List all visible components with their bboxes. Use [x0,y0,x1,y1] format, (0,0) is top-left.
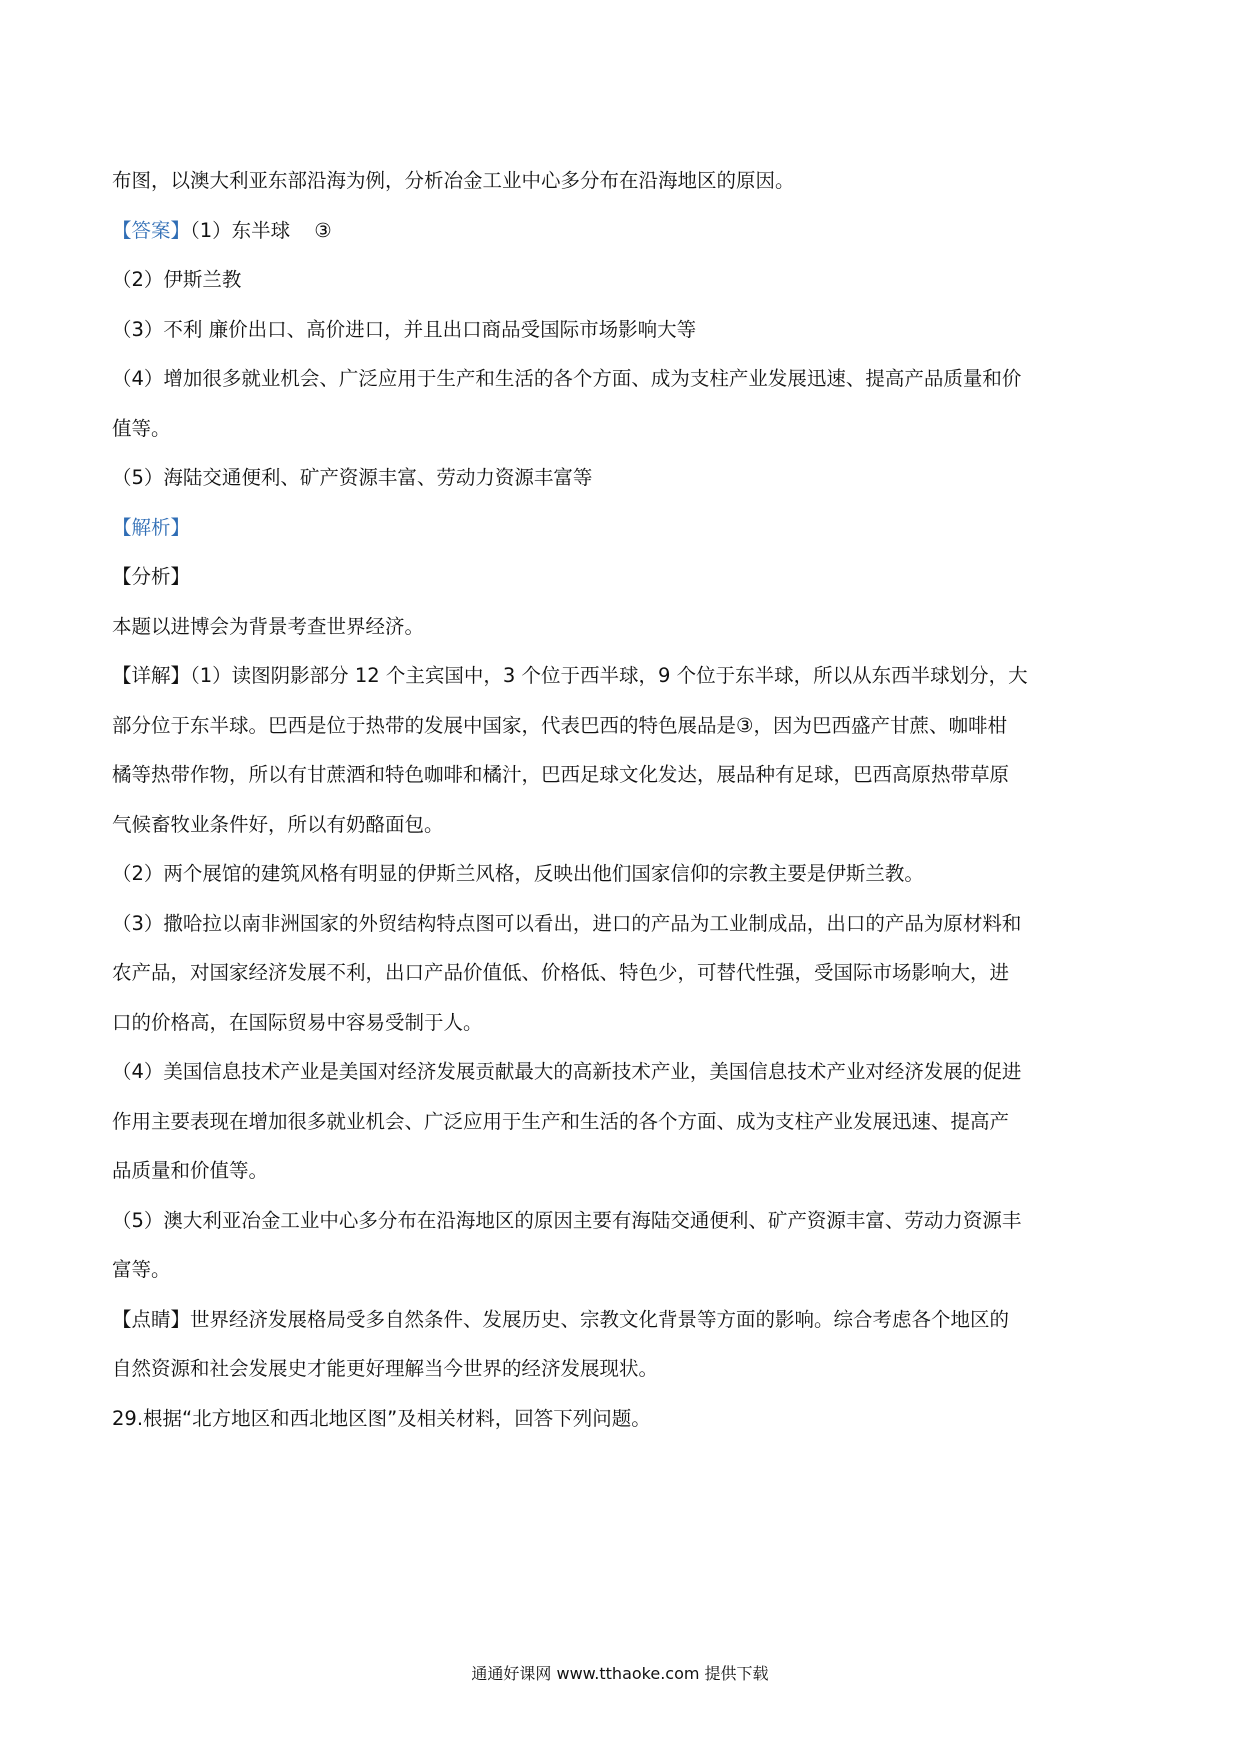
detail-line-1 [112,651,1132,701]
detail-line-8: 口的价格高，在国际贸易中容易受制于人。 [112,1010,483,1034]
answer-line-3: （3）不利 廉价出口、高价进口，并且出口商品受国际市场影响大等 [112,317,697,341]
fenxi-text: 本题以进博会为背景考查世界经济。 [112,614,425,638]
dianjing-line-2: 自然资源和社会发展史才能更好理解当今世界的经济发展现状。 [112,1357,659,1380]
answer-line-4: （4）增加很多就业机会、广泛应用于生产和生活的各个方面、成为支柱产业发展迅速、提高产品质量和价 [112,367,1022,390]
answer-tag: 【答案】 [112,218,191,242]
answer-line-2: （2）伊斯兰教 [112,268,242,291]
detail-line-11: 品质量和价值等。 [112,1159,269,1182]
detail-line-3: 橘等热带作物，所以有甘蔗酒和特色咖啡和橘汁，巴西足球文化发达，展品种有足球，巴西高原热带草原 [112,763,1010,786]
answer-line-5: （5）海陆交通便利、矿产资源丰富、劳动力资源丰富等 [112,466,593,489]
detail-text-1: （1）读图阴影部分 12 个主宾国中，3 个位于西半球，9 个位于东半球，所以从东西半球划分，大 [190,664,1028,687]
detail-line-5: （2）两个展馆的建筑风格有明显的伊斯兰风格，反映出他们国家信仰的宗教主要是伊斯兰教。 [112,862,924,885]
dianjing-tag: 【点睛】 [112,1307,191,1331]
question-29: 29.根据“北方地区和西北地区图”及相关材料，回答下列问题。 [112,1406,651,1430]
answer-mark: ③ [314,218,332,242]
detail-line-9: （4）美国信息技术产业是美国对经济发展贡献最大的高新技术产业，美国信息技术产业对经济发展的促进 [112,1060,1022,1083]
detail-tag: 【详解】 [112,664,191,687]
detail-line-10: 作用主要表现在增加很多就业机会、广泛应用于生产和生活的各个方面、成为支柱产业发展迅速、提高产 [112,1109,1010,1133]
fenxi-heading: 【分析】 [112,565,191,588]
detail-line-2: 部分位于东半球。巴西是位于热带的发展中国家，代表巴西的特色展品是③，因为巴西盛产甘蔗、咖啡柑 [112,713,1007,737]
page-footer: 通通好课网 www.tthaoke.com 提供下载 [471,1664,769,1683]
answer-text-1: （1）东半球 [190,218,291,242]
question-tail-line: 布图，以澳大利亚东部沿海为例，分析冶金工业中心多分布在沿海地区的原因。 [112,169,795,192]
analysis-tag: 【解析】 [112,515,191,539]
dianjing-text-1: 世界经济发展格局受多自然条件、发展历史、宗教文化背景等方面的影响。综合考虑各个地区的 [190,1307,1010,1331]
dianjing-line-1 [112,1295,1132,1345]
answer-line-1 [112,206,1132,256]
detail-line-6: （3）撒哈拉以南非洲国家的外贸结构特点图可以看出，进口的产品为工业制成品，出口的产品为原材料和 [112,911,1022,935]
document-body [112,156,1132,1443]
analysis-heading [112,503,1132,553]
detail-line-7: 农产品，对国家经济发展不利，出口产品价值低、价格低、特色少，可替代性强，受国际市场影响大，进 [112,961,1010,984]
detail-line-12: （5）澳大利亚冶金工业中心多分布在沿海地区的原因主要有海陆交通便利、矿产资源丰富、劳动力资源丰 [112,1208,1022,1232]
detail-line-13: 富等。 [112,1258,171,1281]
detail-line-4: 气候畜牧业条件好，所以有奶酪面包。 [112,812,444,836]
answer-line-4-cont: 值等。 [112,416,171,440]
